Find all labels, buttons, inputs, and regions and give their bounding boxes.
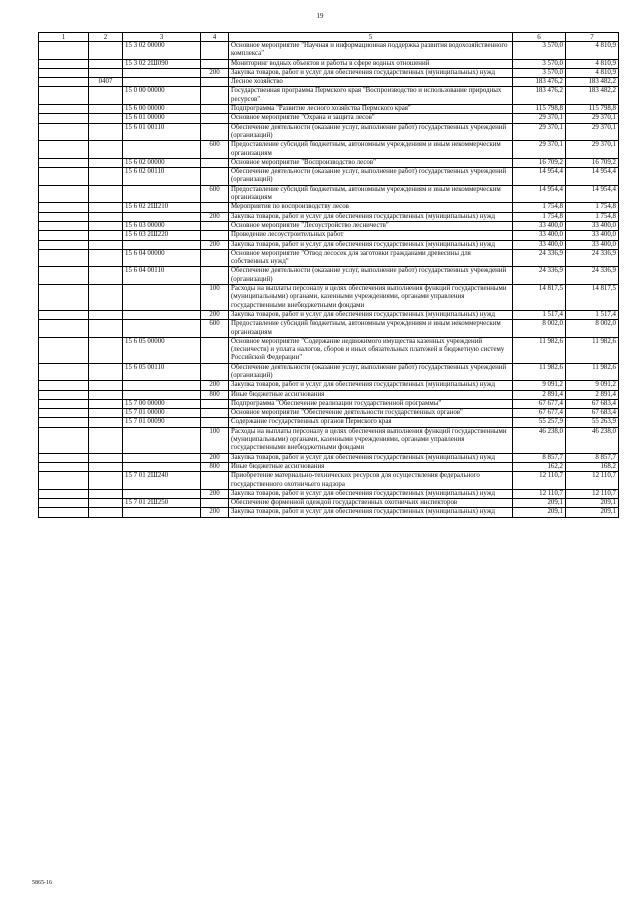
table-row (39, 337, 619, 363)
cell-amount-year2: 12 110,7 (566, 489, 619, 498)
cell-amount-year2: 209,1 (566, 499, 619, 508)
cell-amount-year2: 14 817,5 (566, 285, 619, 311)
cell-amount-year1: 11 982,6 (513, 363, 566, 381)
cell-amount-year1: 1 754,8 (513, 203, 566, 212)
col-header: 5 (229, 33, 513, 42)
cell-target-code (123, 489, 201, 498)
cell-expense-type: 600 (201, 185, 229, 203)
cell-section-code (89, 87, 123, 105)
table-row (39, 240, 619, 249)
cell-amount-year1: 8 857,7 (513, 453, 566, 462)
table-row (39, 123, 619, 141)
cell-amount-year1: 11 982,6 (513, 337, 566, 363)
cell-target-code (123, 462, 201, 471)
cell-col1 (39, 78, 89, 87)
cell-amount-year1: 16 709,2 (513, 158, 566, 167)
cell-description: Проведение лесоустроительных работ (229, 231, 513, 240)
cell-amount-year1: 1 754,8 (513, 212, 566, 221)
cell-amount-year2: 29 370,1 (566, 123, 619, 141)
cell-amount-year2: 2 891,4 (566, 390, 619, 399)
cell-amount-year1: 33 400,0 (513, 240, 566, 249)
cell-col1 (39, 508, 89, 517)
cell-section-code (89, 212, 123, 221)
cell-target-code: 15 6 00 00000 (123, 105, 201, 114)
cell-section-code (89, 453, 123, 462)
cell-expense-type (201, 114, 229, 123)
cell-amount-year1: 3 570,0 (513, 59, 566, 68)
cell-col1 (39, 141, 89, 159)
cell-expense-type: 200 (201, 68, 229, 77)
table-row (39, 105, 619, 114)
cell-col1 (39, 320, 89, 338)
cell-col1 (39, 221, 89, 230)
cell-amount-year2: 8 857,7 (566, 453, 619, 462)
cell-amount-year2: 67 683,4 (566, 409, 619, 418)
cell-amount-year2: 168,2 (566, 462, 619, 471)
cell-description: Основное мероприятие "Лесоустройство лесничеств" (229, 221, 513, 230)
cell-section-code (89, 285, 123, 311)
cell-expense-type (201, 105, 229, 114)
cell-description: Закупка товаров, работ и услуг для обеспечения государственных (муниципальных) нужд (229, 68, 513, 77)
cell-amount-year2: 24 336,9 (566, 249, 619, 267)
cell-section-code (89, 462, 123, 471)
cell-amount-year1: 115 798,8 (513, 105, 566, 114)
table-row (39, 203, 619, 212)
cell-section-code (89, 427, 123, 453)
cell-target-code (123, 310, 201, 319)
table-row (39, 472, 619, 490)
cell-amount-year2: 67 683,4 (566, 399, 619, 408)
cell-col1 (39, 499, 89, 508)
cell-description: Государственная программа Пермского края "Воспроизводство и использование природных ресурсов" (229, 87, 513, 105)
cell-description: Обеспечение форменной одеждой государственных охотничьих инспекторов (229, 499, 513, 508)
cell-col1 (39, 87, 89, 105)
cell-section-code (89, 249, 123, 267)
cell-target-code: 15 6 02 00110 (123, 168, 201, 186)
cell-expense-type (201, 472, 229, 490)
cell-description: Приобретение материально-технических ресурсов для осуществления федерального государственного охотничьего надзора (229, 472, 513, 490)
cell-target-code (123, 78, 201, 87)
cell-amount-year1: 29 370,1 (513, 123, 566, 141)
cell-description: Основное мероприятие "Отвод лесосек для заготовки гражданами древесины для собственных нужд" (229, 249, 513, 267)
cell-amount-year2: 1 754,8 (566, 203, 619, 212)
cell-expense-type (201, 249, 229, 267)
cell-target-code (123, 240, 201, 249)
cell-col1 (39, 105, 89, 114)
cell-amount-year1: 9 091,2 (513, 381, 566, 390)
cell-section-code: 0407 (89, 78, 123, 87)
cell-expense-type (201, 337, 229, 363)
cell-col1 (39, 267, 89, 285)
cell-col1 (39, 472, 89, 490)
table-row (39, 499, 619, 508)
cell-col1 (39, 42, 89, 60)
cell-amount-year1: 183 476,2 (513, 87, 566, 105)
cell-description: Предоставление субсидий бюджетным, автономным учреждениям и иным некоммерческим организациям (229, 185, 513, 203)
cell-target-code (123, 508, 201, 517)
cell-expense-type (201, 409, 229, 418)
cell-amount-year1: 24 336,9 (513, 267, 566, 285)
cell-target-code (123, 285, 201, 311)
cell-expense-type (201, 42, 229, 60)
cell-col1 (39, 390, 89, 399)
cell-section-code (89, 381, 123, 390)
cell-amount-year1: 67 677,4 (513, 399, 566, 408)
cell-target-code: 15 0 00 00000 (123, 87, 201, 105)
cell-amount-year1: 29 370,1 (513, 141, 566, 159)
cell-section-code (89, 363, 123, 381)
cell-col1 (39, 399, 89, 408)
cell-section-code (89, 418, 123, 427)
table-row (39, 267, 619, 285)
cell-amount-year1: 12 110,7 (513, 489, 566, 498)
cell-amount-year1: 55 257,9 (513, 418, 566, 427)
cell-expense-type (201, 221, 229, 230)
cell-target-code: 15 6 02 00000 (123, 158, 201, 167)
footer-code: 5865-16 (32, 880, 52, 886)
cell-amount-year2: 11 982,6 (566, 363, 619, 381)
cell-section-code (89, 267, 123, 285)
table-row (39, 418, 619, 427)
cell-expense-type: 200 (201, 508, 229, 517)
cell-description: Закупка товаров, работ и услуг для обеспечения государственных (муниципальных) нужд (229, 240, 513, 249)
cell-target-code (123, 320, 201, 338)
cell-expense-type: 100 (201, 427, 229, 453)
cell-section-code (89, 221, 123, 230)
cell-col1 (39, 68, 89, 77)
cell-col1 (39, 158, 89, 167)
cell-col1 (39, 168, 89, 186)
cell-description: Подпрограмма "Развитие лесного хозяйства Пермского края" (229, 105, 513, 114)
cell-expense-type: 600 (201, 141, 229, 159)
table-row (39, 42, 619, 60)
table-row (39, 168, 619, 186)
cell-expense-type (201, 231, 229, 240)
cell-description: Мониторинг водных объектов и работы в сфере водных отношений (229, 59, 513, 68)
cell-description: Закупка товаров, работ и услуг для обеспечения государственных (муниципальных) нужд (229, 310, 513, 319)
cell-amount-year2: 33 400,0 (566, 221, 619, 230)
cell-section-code (89, 185, 123, 203)
cell-amount-year2: 183 482,2 (566, 78, 619, 87)
table-row (39, 462, 619, 471)
cell-amount-year2: 115 798,8 (566, 105, 619, 114)
cell-amount-year2: 11 982,6 (566, 337, 619, 363)
cell-description: Закупка товаров, работ и услуг для обеспечения государственных (муниципальных) нужд (229, 381, 513, 390)
cell-description: Лесное хозяйство (229, 78, 513, 87)
cell-amount-year2: 46 238,0 (566, 427, 619, 453)
cell-target-code (123, 212, 201, 221)
cell-col1 (39, 59, 89, 68)
cell-expense-type (201, 59, 229, 68)
cell-amount-year2: 29 370,1 (566, 114, 619, 123)
cell-amount-year1: 1 517,4 (513, 310, 566, 319)
cell-col1 (39, 427, 89, 453)
table-row (39, 114, 619, 123)
table-row (39, 381, 619, 390)
cell-amount-year2: 4 810,9 (566, 42, 619, 60)
table-row (39, 399, 619, 408)
cell-target-code: 15 3 02 00000 (123, 42, 201, 60)
cell-expense-type: 200 (201, 489, 229, 498)
table-row (39, 87, 619, 105)
cell-description: Закупка товаров, работ и услуг для обеспечения государственных (муниципальных) нужд (229, 453, 513, 462)
table-row (39, 249, 619, 267)
cell-expense-type (201, 499, 229, 508)
cell-expense-type: 100 (201, 285, 229, 311)
table-row (39, 363, 619, 381)
table-row (39, 78, 619, 87)
cell-target-code (123, 427, 201, 453)
header-row (39, 33, 619, 42)
cell-expense-type: 600 (201, 320, 229, 338)
cell-description: Основное мероприятие "Научная и информационная поддержка развития водохозяйственного комплекса" (229, 42, 513, 60)
cell-description: Обеспечение деятельности (оказание услуг, выполнение работ) государственных учреждений (организаций) (229, 363, 513, 381)
cell-section-code (89, 310, 123, 319)
cell-amount-year2: 1 517,4 (566, 310, 619, 319)
cell-amount-year1: 209,1 (513, 508, 566, 517)
cell-target-code: 15 6 03 00000 (123, 221, 201, 230)
col-header: 3 (123, 33, 201, 42)
cell-amount-year1: 29 370,1 (513, 114, 566, 123)
table-row (39, 489, 619, 498)
cell-col1 (39, 123, 89, 141)
cell-amount-year1: 46 238,0 (513, 427, 566, 453)
cell-target-code (123, 453, 201, 462)
cell-expense-type (201, 399, 229, 408)
cell-target-code (123, 141, 201, 159)
cell-section-code (89, 489, 123, 498)
table-row (39, 427, 619, 453)
cell-expense-type (201, 203, 229, 212)
cell-col1 (39, 453, 89, 462)
cell-expense-type: 200 (201, 240, 229, 249)
cell-col1 (39, 381, 89, 390)
budget-table (38, 32, 619, 518)
cell-amount-year1: 162,2 (513, 462, 566, 471)
cell-expense-type (201, 418, 229, 427)
cell-amount-year1: 14 817,5 (513, 285, 566, 311)
cell-section-code (89, 390, 123, 399)
cell-section-code (89, 123, 123, 141)
cell-amount-year2: 209,1 (566, 508, 619, 517)
cell-amount-year2: 8 002,0 (566, 320, 619, 338)
cell-description: Основное мероприятие "Охрана и защита лесов" (229, 114, 513, 123)
table-row (39, 185, 619, 203)
cell-description: Иные бюджетные ассигнования (229, 462, 513, 471)
cell-section-code (89, 240, 123, 249)
cell-amount-year2: 33 400,0 (566, 231, 619, 240)
cell-target-code: 15 7 01 00000 (123, 409, 201, 418)
table-row (39, 221, 619, 230)
cell-target-code: 15 7 01 00090 (123, 418, 201, 427)
col-header: 7 (566, 33, 619, 42)
table-row (39, 390, 619, 399)
cell-amount-year2: 16 709,2 (566, 158, 619, 167)
table-row (39, 158, 619, 167)
cell-description: Обеспечение деятельности (оказание услуг, выполнение работ) государственных учреждений (организаций) (229, 123, 513, 141)
table-row (39, 310, 619, 319)
page-number: 19 (316, 12, 324, 20)
cell-target-code: 15 3 02 2Ш090 (123, 59, 201, 68)
col-header: 6 (513, 33, 566, 42)
cell-section-code (89, 399, 123, 408)
cell-expense-type (201, 87, 229, 105)
cell-description: Закупка товаров, работ и услуг для обеспечения государственных (муниципальных) нужд (229, 212, 513, 221)
cell-section-code (89, 168, 123, 186)
cell-expense-type (201, 158, 229, 167)
cell-section-code (89, 59, 123, 68)
cell-section-code (89, 203, 123, 212)
cell-col1 (39, 240, 89, 249)
cell-amount-year1: 24 336,9 (513, 249, 566, 267)
cell-amount-year1: 8 002,0 (513, 320, 566, 338)
cell-target-code: 15 7 00 00000 (123, 399, 201, 408)
col-header: 4 (201, 33, 229, 42)
cell-col1 (39, 337, 89, 363)
cell-section-code (89, 158, 123, 167)
cell-col1 (39, 462, 89, 471)
table-row (39, 320, 619, 338)
cell-col1 (39, 203, 89, 212)
cell-amount-year2: 12 110,7 (566, 472, 619, 490)
table-row (39, 212, 619, 221)
cell-amount-year2: 4 810,9 (566, 68, 619, 77)
cell-amount-year1: 2 891,4 (513, 390, 566, 399)
table-row (39, 141, 619, 159)
cell-expense-type: 800 (201, 462, 229, 471)
cell-expense-type (201, 78, 229, 87)
cell-description: Основное мероприятие "Обеспечение деятельности государственных органов" (229, 409, 513, 418)
cell-expense-type (201, 123, 229, 141)
cell-col1 (39, 285, 89, 311)
cell-amount-year2: 183 482,2 (566, 87, 619, 105)
cell-amount-year1: 3 570,0 (513, 42, 566, 60)
cell-col1 (39, 409, 89, 418)
cell-amount-year2: 1 754,8 (566, 212, 619, 221)
cell-expense-type: 200 (201, 212, 229, 221)
cell-amount-year2: 14 954,4 (566, 168, 619, 186)
cell-expense-type: 200 (201, 453, 229, 462)
cell-description: Обеспечение деятельности (оказание услуг, выполнение работ) государственных учреждений (организаций) (229, 267, 513, 285)
table-row (39, 409, 619, 418)
cell-section-code (89, 231, 123, 240)
cell-target-code (123, 68, 201, 77)
cell-section-code (89, 68, 123, 77)
cell-amount-year2: 14 954,4 (566, 185, 619, 203)
cell-description: Мероприятия по воспроизводству лесов (229, 203, 513, 212)
cell-description: Предоставление субсидий бюджетным, автономным учреждениям и иным некоммерческим организациям (229, 141, 513, 159)
cell-amount-year2: 55 263,9 (566, 418, 619, 427)
cell-col1 (39, 489, 89, 498)
cell-description: Расходы на выплаты персоналу в целях обеспечения выполнения функций государственными (муниципальными) органами, казенными учреждениями, органами управления государственными внебюджетными фондами (229, 285, 513, 311)
cell-amount-year1: 33 400,0 (513, 231, 566, 240)
cell-target-code: 15 6 01 00000 (123, 114, 201, 123)
cell-description: Расходы на выплаты персоналу в целях обеспечения выполнения функций государственными (муниципальными) органами, казенными учреждениями, органами управления государственными внебюджетными фондами (229, 427, 513, 453)
cell-target-code: 15 6 05 00000 (123, 337, 201, 363)
cell-target-code: 15 6 05 00110 (123, 363, 201, 381)
cell-description: Закупка товаров, работ и услуг для обеспечения государственных (муниципальных) нужд (229, 489, 513, 498)
cell-description: Обеспечение деятельности (оказание услуг, выполнение работ) государственных учреждений (организаций) (229, 168, 513, 186)
cell-amount-year2: 33 400,0 (566, 240, 619, 249)
cell-amount-year2: 29 370,1 (566, 141, 619, 159)
cell-section-code (89, 337, 123, 363)
cell-expense-type (201, 363, 229, 381)
cell-target-code: 15 7 01 2Ш240 (123, 472, 201, 490)
cell-amount-year1: 14 954,4 (513, 168, 566, 186)
table-row (39, 453, 619, 462)
cell-description: Основное мероприятие "Воспроизводство лесов" (229, 158, 513, 167)
cell-description: Иные бюджетные ассигнования (229, 390, 513, 399)
cell-expense-type (201, 267, 229, 285)
cell-col1 (39, 249, 89, 267)
cell-amount-year1: 14 954,4 (513, 185, 566, 203)
cell-expense-type (201, 168, 229, 186)
cell-expense-type: 200 (201, 381, 229, 390)
cell-col1 (39, 310, 89, 319)
cell-expense-type: 200 (201, 310, 229, 319)
cell-col1 (39, 231, 89, 240)
table-row (39, 285, 619, 311)
cell-target-code (123, 381, 201, 390)
cell-description: Закупка товаров, работ и услуг для обеспечения государственных (муниципальных) нужд (229, 508, 513, 517)
cell-target-code: 15 6 04 00000 (123, 249, 201, 267)
table-row (39, 68, 619, 77)
cell-description: Содержание государственных органов Пермского края (229, 418, 513, 427)
cell-section-code (89, 141, 123, 159)
cell-amount-year1: 3 570,0 (513, 68, 566, 77)
cell-section-code (89, 320, 123, 338)
cell-section-code (89, 499, 123, 508)
cell-target-code: 15 6 04 00110 (123, 267, 201, 285)
cell-target-code: 15 6 01 00110 (123, 123, 201, 141)
cell-col1 (39, 185, 89, 203)
cell-section-code (89, 472, 123, 490)
cell-col1 (39, 212, 89, 221)
cell-col1 (39, 363, 89, 381)
cell-amount-year2: 4 810,9 (566, 59, 619, 68)
cell-amount-year1: 67 677,4 (513, 409, 566, 418)
cell-description: Основное мероприятие "Содержание недвижимого имущества казенных учреждений (лесничеств) и уплата налогов, сборов и иных обязательных платежей в бюджетную систему Российской Федерации" (229, 337, 513, 363)
cell-target-code: 15 6 02 2Ш210 (123, 203, 201, 212)
cell-target-code (123, 390, 201, 399)
cell-section-code (89, 409, 123, 418)
col-header: 2 (89, 33, 123, 42)
cell-amount-year2: 9 091,2 (566, 381, 619, 390)
cell-section-code (89, 105, 123, 114)
cell-target-code (123, 185, 201, 203)
col-header: 1 (39, 33, 89, 42)
cell-description: Предоставление субсидий бюджетным, автономным учреждениям и иным некоммерческим организациям (229, 320, 513, 338)
cell-amount-year2: 24 336,9 (566, 267, 619, 285)
cell-amount-year1: 183 476,2 (513, 78, 566, 87)
cell-amount-year1: 209,1 (513, 499, 566, 508)
cell-amount-year1: 12 110,7 (513, 472, 566, 490)
cell-col1 (39, 418, 89, 427)
cell-amount-year1: 33 400,0 (513, 221, 566, 230)
cell-section-code (89, 114, 123, 123)
cell-section-code (89, 508, 123, 517)
cell-target-code: 15 7 01 2Ш250 (123, 499, 201, 508)
cell-section-code (89, 42, 123, 60)
table-row (39, 231, 619, 240)
cell-target-code: 15 6 03 2Ш220 (123, 231, 201, 240)
cell-col1 (39, 114, 89, 123)
cell-expense-type: 800 (201, 390, 229, 399)
table-row (39, 59, 619, 68)
table-row (39, 508, 619, 517)
cell-description: Подпрограмма "Обеспечение реализации государственной программы" (229, 399, 513, 408)
